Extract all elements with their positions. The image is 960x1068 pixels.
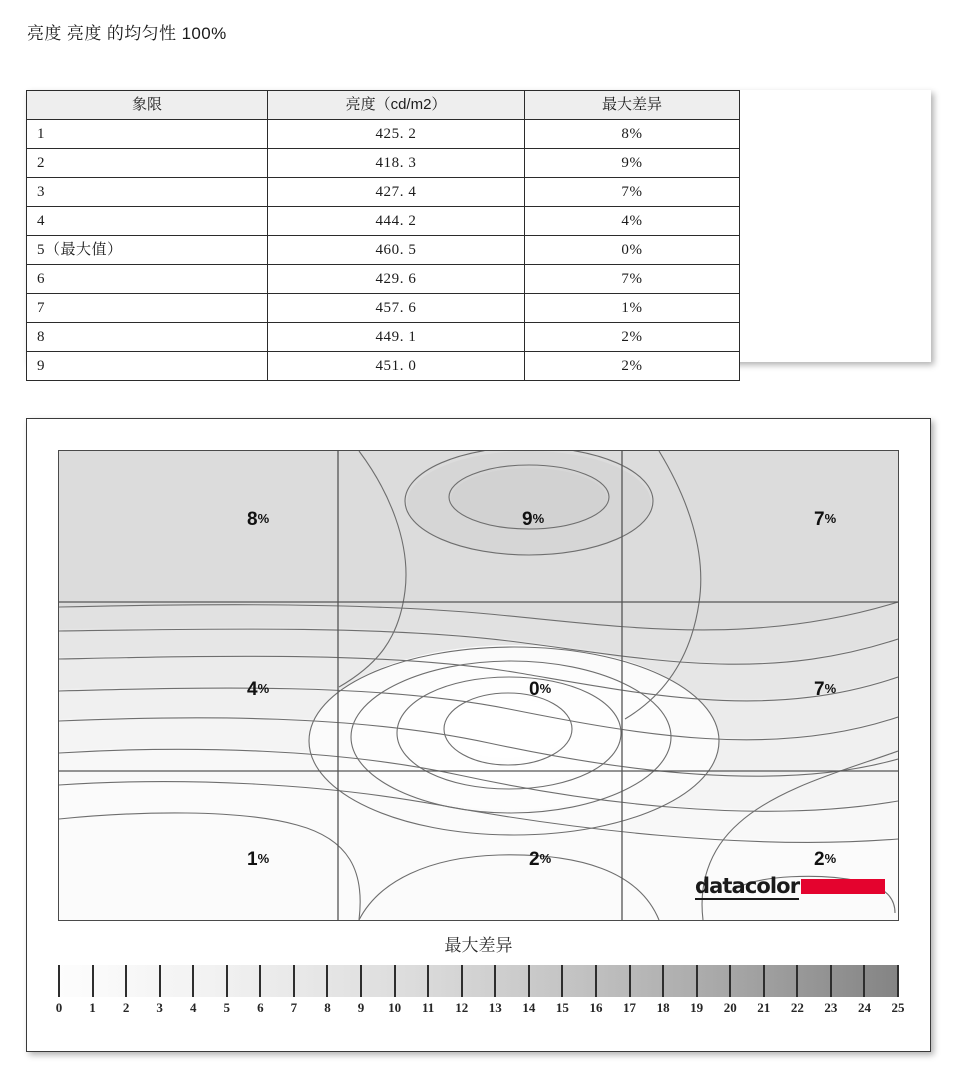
legend-tick-label: 21 (757, 1000, 771, 1015)
cell-deviation: 1% (525, 294, 740, 323)
quadrant-value: 7 (814, 679, 825, 700)
legend-tick (863, 965, 865, 997)
percent-sign: % (539, 681, 552, 696)
table-row (27, 120, 740, 149)
cell-deviation: 0% (525, 236, 740, 265)
legend-tick-label: 23 (824, 1000, 838, 1015)
contour-map-svg (59, 451, 898, 920)
legend-tick (595, 965, 597, 997)
legend-tick-label: 22 (790, 1000, 804, 1015)
quadrant-value: 4 (247, 679, 258, 700)
legend-tick (92, 965, 94, 997)
cell-quadrant: 4 (27, 207, 268, 236)
quadrant-value-label (529, 679, 551, 701)
legend-tick (159, 965, 161, 997)
quadrant-value-label (529, 849, 551, 871)
legend-tick-label: 8 (324, 1000, 331, 1015)
cell-deviation: 9% (525, 149, 740, 178)
legend-tick-label: 20 (723, 1000, 737, 1015)
cell-luminance: 457. 6 (268, 294, 525, 323)
table-row (27, 265, 740, 294)
legend-tick-label: 24 (857, 1000, 871, 1015)
column-header-quadrant: 象限 (27, 91, 268, 120)
legend-tick (125, 965, 127, 997)
legend-tick (729, 965, 731, 997)
legend-tick-label: 13 (488, 1000, 502, 1015)
cell-quadrant: 3 (27, 178, 268, 207)
legend-tick-label: 7 (290, 1000, 298, 1015)
legend-tick-label: 10 (388, 1000, 402, 1015)
cell-quadrant: 1 (27, 120, 268, 149)
percent-sign: % (257, 851, 270, 866)
quadrant-value: 2 (529, 849, 540, 870)
uniformity-map-panel (26, 418, 931, 1052)
quadrant-value-label (247, 509, 269, 531)
table-row (27, 323, 740, 352)
legend-tick-label: 19 (690, 1000, 704, 1015)
quadrant-value: 8 (247, 509, 258, 530)
legend-tick (696, 965, 698, 997)
legend-tick (192, 965, 194, 997)
legend-tick (360, 965, 362, 997)
cell-deviation: 7% (525, 178, 740, 207)
quadrant-value-label (814, 849, 836, 871)
legend-tick (259, 965, 261, 997)
cell-quadrant: 7 (27, 294, 268, 323)
legend-tick (528, 965, 530, 997)
table-row (27, 149, 740, 178)
legend-tick (629, 965, 631, 997)
quadrant-value: 2 (814, 849, 825, 870)
legend-tick (561, 965, 563, 997)
legend-tick-labels (55, 997, 905, 1019)
cell-quadrant: 5（最大值） (27, 236, 268, 265)
percent-sign: % (257, 681, 270, 696)
legend-tick (226, 965, 228, 997)
quadrant-value-label (814, 509, 836, 531)
legend-tick-label: 9 (357, 1000, 365, 1015)
legend-tick (897, 965, 899, 997)
legend-tick-label: 16 (589, 1000, 603, 1015)
legend-tick-label: 11 (422, 1000, 435, 1015)
cell-luminance: 425. 2 (268, 120, 525, 149)
cell-luminance: 427. 4 (268, 178, 525, 207)
legend-tick-label: 5 (223, 1000, 231, 1015)
legend-tick-label: 25 (891, 1000, 905, 1015)
percent-sign: % (257, 511, 270, 526)
quadrant-value-label (247, 679, 269, 701)
quadrant-value: 0 (529, 679, 540, 700)
legend-title: 最大差异 (444, 936, 513, 955)
cell-luminance: 429. 6 (268, 265, 525, 294)
legend-gradient-bar (58, 965, 899, 997)
legend-tick (293, 965, 295, 997)
table-header-row (27, 91, 740, 120)
quadrant-value: 9 (522, 509, 533, 530)
page-title: 亮度 亮度 的均匀性 100% (27, 24, 227, 43)
legend-tick-label: 2 (122, 1000, 130, 1015)
cell-deviation: 8% (525, 120, 740, 149)
cell-deviation: 2% (525, 323, 740, 352)
table-row (27, 236, 740, 265)
percent-sign: % (824, 681, 837, 696)
datacolor-wordmark: datacolor (695, 874, 800, 898)
column-header-luminance: 亮度（cd/m2） (268, 91, 525, 120)
legend-tick (494, 965, 496, 997)
percent-sign: % (824, 511, 837, 526)
percent-sign: % (539, 851, 552, 866)
contour-map (58, 450, 899, 921)
cell-luminance: 449. 1 (268, 323, 525, 352)
cell-luminance: 451. 0 (268, 352, 525, 381)
cell-luminance: 444. 2 (268, 207, 525, 236)
table-row (27, 352, 740, 381)
table-row (27, 207, 740, 236)
cell-luminance: 460. 5 (268, 236, 525, 265)
legend-tick (461, 965, 463, 997)
cell-quadrant: 8 (27, 323, 268, 352)
cell-quadrant: 2 (27, 149, 268, 178)
legend-tick (394, 965, 396, 997)
cell-quadrant: 9 (27, 352, 268, 381)
legend-tick-label: 6 (257, 1000, 264, 1015)
column-header-deviation: 最大差异 (525, 91, 740, 120)
cell-deviation: 2% (525, 352, 740, 381)
quadrant-value: 1 (247, 849, 258, 870)
legend-tick-label: 12 (455, 1000, 469, 1015)
cell-quadrant: 6 (27, 265, 268, 294)
legend-tick-label: 4 (189, 1000, 197, 1015)
legend-tick-label: 15 (555, 1000, 569, 1015)
legend-tick-label: 18 (656, 1000, 670, 1015)
cell-deviation: 4% (525, 207, 740, 236)
legend-tick (326, 965, 328, 997)
legend-scale (55, 965, 905, 1019)
quadrant-value-label (522, 509, 544, 531)
legend-tick-label: 1 (89, 1000, 96, 1015)
legend-tick-label: 3 (156, 1000, 163, 1015)
legend-tick-label: 0 (55, 1000, 63, 1015)
table-body (27, 120, 740, 381)
cell-deviation: 7% (525, 265, 740, 294)
quadrant-value-label (247, 849, 269, 871)
legend-tick (830, 965, 832, 997)
uniformity-table (26, 90, 740, 381)
legend-tick-label: 17 (623, 1000, 637, 1015)
legend-tick-label: 14 (522, 1000, 536, 1015)
percent-sign: % (824, 851, 837, 866)
cell-luminance: 418. 3 (268, 149, 525, 178)
table-row (27, 178, 740, 207)
legend-tick (58, 965, 60, 997)
quadrant-value-label (814, 679, 836, 701)
legend-tick (427, 965, 429, 997)
datacolor-logo (695, 876, 885, 900)
table-row (27, 294, 740, 323)
datacolor-accent-bar (801, 879, 885, 894)
legend-tick (763, 965, 765, 997)
legend-tick (796, 965, 798, 997)
percent-sign: % (532, 511, 545, 526)
quadrant-value: 7 (814, 509, 825, 530)
legend-tick (662, 965, 664, 997)
